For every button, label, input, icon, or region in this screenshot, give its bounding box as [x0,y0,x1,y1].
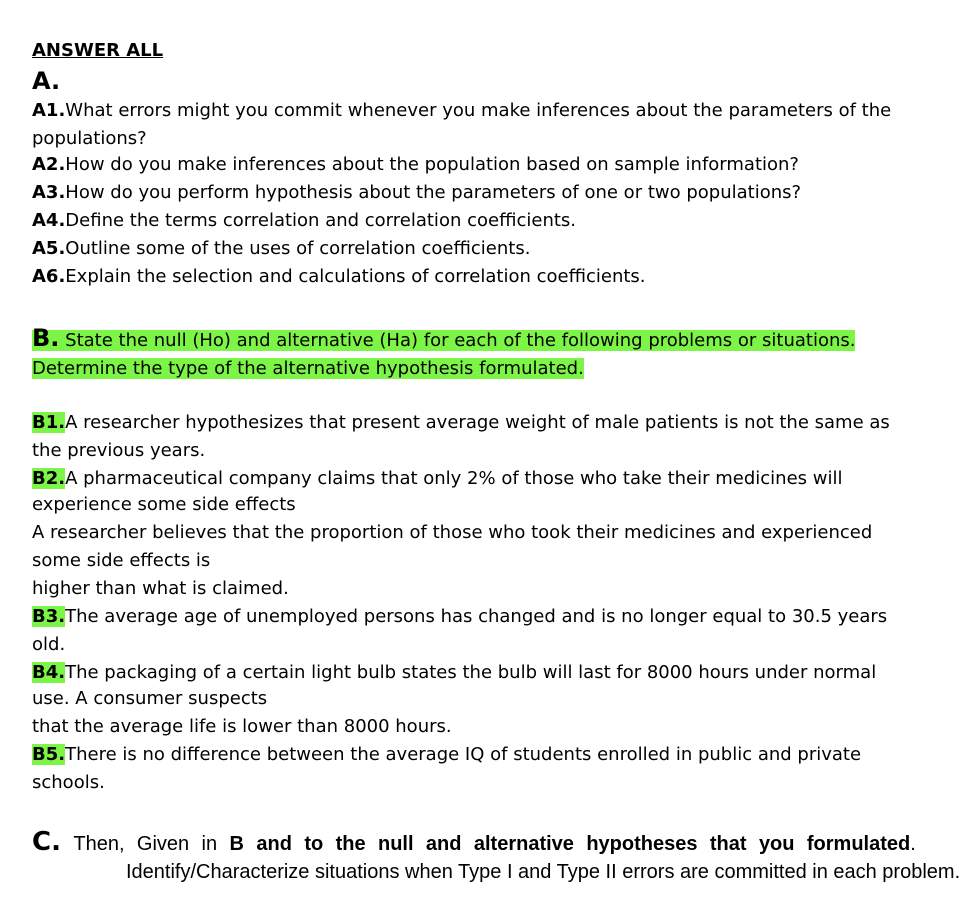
section-b-intro-text-line2: Determine the type of the alternative hypothesis formulated. [32,358,584,379]
section-a-letter: A. [32,67,61,95]
section-c-line1 [32,829,916,857]
section-b-letter: B. [32,324,60,352]
question-a6 [32,265,646,289]
section-b-intro-highlight [32,324,856,352]
question-a2-label: A2. [32,154,66,175]
question-b1 [32,411,890,435]
question-a4-text: Define the terms correlation and correlation coefficients. [65,210,577,231]
question-b4-text-line1: The packaging of a certain light bulb states the bulb will last for 8000 hours under normal [65,662,877,683]
question-b4-text-line3: that the average life is lower than 8000 hours. [32,716,452,737]
question-a1 [32,99,891,123]
question-a3 [32,181,801,205]
question-b5 [32,743,861,767]
question-b2-text-line4: some side effects is [32,550,211,571]
section-c-period: . [910,833,916,855]
section-c-word: Given [136,833,190,855]
section-c-word: you [758,833,795,855]
section-c-word: Then, [73,833,125,855]
question-b2-text-line5: higher than what is claimed. [32,578,289,599]
section-c-word: and [256,833,292,855]
question-b3-label: B3. [32,606,66,627]
question-b3-text-line2: old. [32,634,66,655]
question-a1-label: A1. [32,100,66,121]
question-a2 [32,153,799,177]
question-a5 [32,237,530,261]
question-b1-text-line2: the previous years. [32,440,206,461]
section-c-word: B [229,833,244,855]
question-a4 [32,209,576,233]
question-a6-text: Explain the selection and calculations of correlation coefficients. [65,266,646,287]
section-c-line2: Identify/Characterize situations when Type I and Type II errors are committed in each problem. [126,861,961,883]
question-b5-label: B5. [32,744,66,765]
question-b4-text-line2: use. A consumer suspects [32,688,268,709]
question-b2-label: B2. [32,468,66,489]
section-b-intro-line1 [32,322,855,357]
question-a4-label: A4. [32,210,66,231]
question-b5-text-line1: There is no difference between the average IQ of students enrolled in public and private [65,744,862,765]
question-a1-text-line1: What errors might you commit whenever you make inferences about the parameters of the [65,100,892,121]
section-b-intro-line2 [32,357,584,381]
question-a6-label: A6. [32,266,66,287]
section-c-word: and [425,833,462,855]
question-b2-text-line2: experience some side effects [32,494,296,515]
question-a3-text: How do you perform hypothesis about the parameters of one or two populations? [65,182,802,203]
question-b4 [32,661,876,685]
section-c-word: formulated [806,833,911,855]
question-b1-label: B1. [32,412,66,433]
section-c-word: to [304,833,324,855]
question-b3-text-line1: The average age of unemployed persons has changed and is no longer equal to 30.5 years [65,606,888,627]
section-c-word: in [201,833,218,855]
question-b1-text-line1: A researcher hypothesizes that present average weight of male patients is not the same as [65,412,890,433]
question-b2 [32,467,842,491]
question-a5-label: A5. [32,238,66,259]
question-a2-text: How do you make inferences about the population based on sample information? [65,154,799,175]
question-b3 [32,605,887,629]
question-b5-text-line2: schools. [32,772,105,793]
section-c-word-last [807,831,916,857]
section-c-word: alternative [473,833,574,855]
question-a1-text-line2: populations? [32,128,147,149]
answer-all-heading: ANSWER ALL [32,40,164,61]
section-c-word: the [335,833,366,855]
section-c-word: hypotheses [586,833,698,855]
question-b2-text-line3: A researcher believes that the proportion of those who took their medicines and experienced [32,522,873,543]
question-b2-text-line1: A pharmaceutical company claims that only 2% of those who take their medicines will [65,468,843,489]
section-c-word: null [377,833,414,855]
question-a3-label: A3. [32,182,66,203]
section-b-intro-text-line1: State the null (Ho) and alternative (Ha) for each of the following problems or situations. [59,330,856,351]
question-b4-label: B4. [32,662,66,683]
question-a5-text: Outline some of the uses of correlation coefficients. [65,238,531,259]
section-c-letter: C. [32,827,61,857]
section-c-word: that [709,833,747,855]
